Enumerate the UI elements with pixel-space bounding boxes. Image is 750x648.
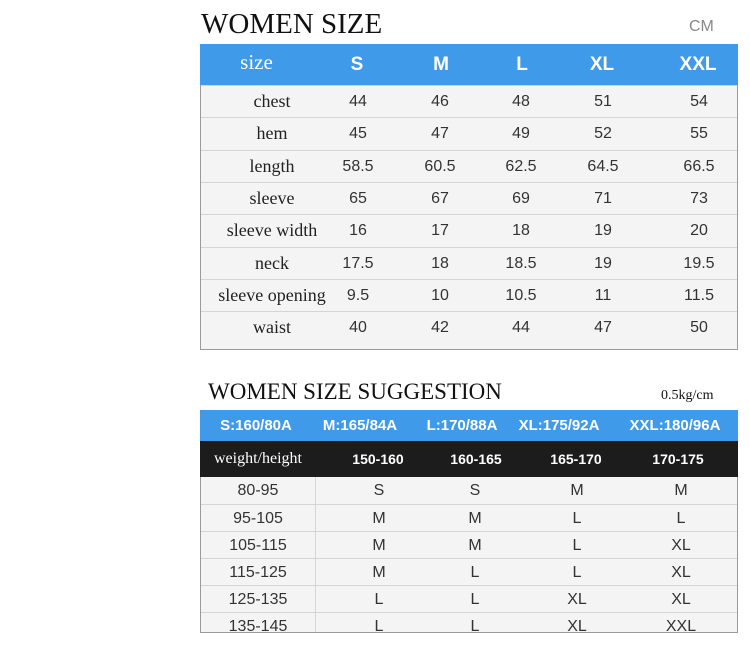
measurement-value: 52 (594, 125, 612, 143)
size-row-sleeve-opening (201, 279, 737, 312)
measurement-value: 16 (349, 222, 367, 240)
size-row-length (201, 150, 737, 183)
suggestion-heights-header (200, 441, 738, 477)
measurement-value: 69 (512, 189, 530, 207)
suggested-size: M (372, 537, 386, 554)
measurement-value: 10 (431, 286, 449, 304)
size-row-chest (201, 85, 737, 118)
weight-range: 95-105 (233, 510, 283, 527)
suggestion-row-95-105 (201, 504, 737, 532)
measurement-value: 11 (594, 286, 612, 304)
measurement-value: 18 (431, 254, 449, 272)
suggested-size: S (469, 482, 481, 499)
size-header-xl: XL (589, 54, 615, 75)
code-xl: XL:175/92A (518, 417, 600, 434)
measurement-value: 73 (690, 189, 708, 207)
height-col-1: 150-160 (352, 451, 404, 467)
measurement-value: 58.5 (342, 157, 374, 175)
size-row-neck (201, 247, 737, 280)
measurement-value: 17.5 (342, 254, 374, 272)
suggestion-row-125-135 (201, 585, 737, 613)
measurement-value: 45 (349, 125, 367, 143)
height-col-2: 160-165 (450, 451, 502, 467)
suggested-size: M (468, 510, 482, 527)
measurement-label: sleeve width (226, 220, 318, 241)
measurement-value: 40 (349, 319, 367, 337)
suggested-size: XL (567, 591, 587, 608)
measurement-value: 65 (349, 189, 367, 207)
measurement-label: waist (253, 317, 291, 338)
measurement-value: 11.5 (684, 286, 714, 304)
size-chart-title: WOMEN SIZE (201, 8, 383, 40)
size-row-waist (201, 311, 737, 344)
weight-height-label: weight/height (214, 450, 302, 467)
suggested-size: L (572, 564, 582, 581)
weight-range: 125-135 (228, 591, 288, 608)
height-col-3: 165-170 (550, 451, 602, 467)
size-header-xxl: XXL (679, 54, 717, 75)
suggested-size: L (572, 510, 582, 527)
weight-range: 80-95 (237, 482, 279, 499)
size-chart-header (200, 44, 738, 85)
size-row-sleeve (201, 182, 737, 215)
size-header-m: M (433, 54, 449, 75)
measurement-value: 54 (690, 93, 708, 110)
suggested-size: XL (671, 537, 691, 554)
weight-range: 135-145 (228, 618, 288, 635)
measurement-label: sleeve opening (218, 284, 326, 305)
suggestion-table (200, 410, 738, 633)
measurement-value: 71 (594, 189, 612, 207)
suggested-size: L (470, 591, 480, 608)
measurement-value: 64.5 (587, 157, 619, 175)
measurement-value: 48 (512, 93, 530, 110)
code-xxl: XXL:180/96A (629, 417, 721, 434)
measurement-value: 47 (594, 319, 612, 337)
measurement-value: 17 (431, 222, 449, 240)
size-header-label: size (240, 50, 273, 74)
measurement-value: 42 (431, 319, 449, 337)
suggested-size: XL (567, 618, 587, 635)
measurement-value: 67 (431, 189, 449, 207)
suggested-size: S (373, 482, 385, 499)
suggested-size: M (372, 510, 386, 527)
suggested-size: L (374, 591, 384, 608)
weight-range: 105-115 (229, 537, 287, 554)
size-header-l: L (516, 54, 528, 75)
measurement-value: 18.5 (505, 254, 537, 272)
size-chart-table (200, 44, 738, 350)
suggested-size: XL (671, 564, 691, 581)
code-m: M:165/84A (322, 417, 398, 434)
suggestion-row-80-95 (201, 477, 737, 504)
suggested-size: L (374, 618, 384, 635)
suggested-size: M (468, 537, 482, 554)
measurement-value: 20 (690, 222, 708, 240)
measurement-label: neck (255, 252, 289, 273)
measurement-value: 9.5 (346, 286, 370, 304)
suggestion-row-115-125 (201, 558, 737, 586)
measurement-value: 55 (690, 125, 708, 143)
suggestion-unit: 0.5kg/cm (661, 388, 714, 403)
measurement-label: length (249, 155, 295, 176)
measurement-value: 18 (512, 222, 530, 240)
measurement-value: 19.5 (683, 254, 715, 272)
measurement-label: sleeve (249, 187, 295, 208)
measurement-label: chest (253, 91, 291, 111)
height-col-4: 170-175 (652, 451, 704, 467)
weight-range: 115-125 (229, 564, 287, 581)
suggested-size: L (470, 564, 480, 581)
measurement-value: 62.5 (505, 157, 537, 175)
code-l: L:170/88A (426, 417, 498, 434)
measurement-value: 10.5 (505, 286, 537, 304)
measurement-value: 19 (594, 254, 612, 272)
measurement-value: 44 (349, 93, 367, 110)
measurement-value: 44 (512, 319, 530, 337)
measurement-value: 46 (431, 93, 449, 110)
suggested-size: M (570, 482, 584, 499)
suggested-size: M (372, 564, 386, 581)
suggested-size: M (674, 482, 688, 499)
measurement-value: 51 (594, 93, 612, 110)
measurement-value: 66.5 (683, 157, 715, 175)
suggestion-codes-header (200, 410, 738, 441)
size-chart-unit: CM (689, 18, 714, 35)
measurement-value: 19 (594, 222, 612, 240)
code-s: S:160/80A (220, 417, 292, 434)
suggestion-row-135-145 (201, 612, 737, 640)
suggested-size: XXL (665, 618, 697, 635)
measurement-label: hem (256, 123, 288, 144)
measurement-value: 47 (431, 125, 449, 143)
size-row-hem (201, 117, 737, 150)
measurement-value: 49 (512, 125, 530, 143)
suggested-size: XL (671, 591, 691, 608)
suggested-size: L (470, 618, 480, 635)
measurement-value: 60.5 (424, 157, 456, 175)
suggested-size: L (572, 537, 582, 554)
suggestion-row-105-115 (201, 531, 737, 559)
suggestion-title: WOMEN SIZE SUGGESTION (208, 379, 502, 404)
size-header-s: S (350, 54, 364, 75)
size-row-sleeve-width (201, 214, 737, 247)
measurement-value: 50 (690, 319, 708, 337)
suggested-size: L (676, 510, 686, 527)
